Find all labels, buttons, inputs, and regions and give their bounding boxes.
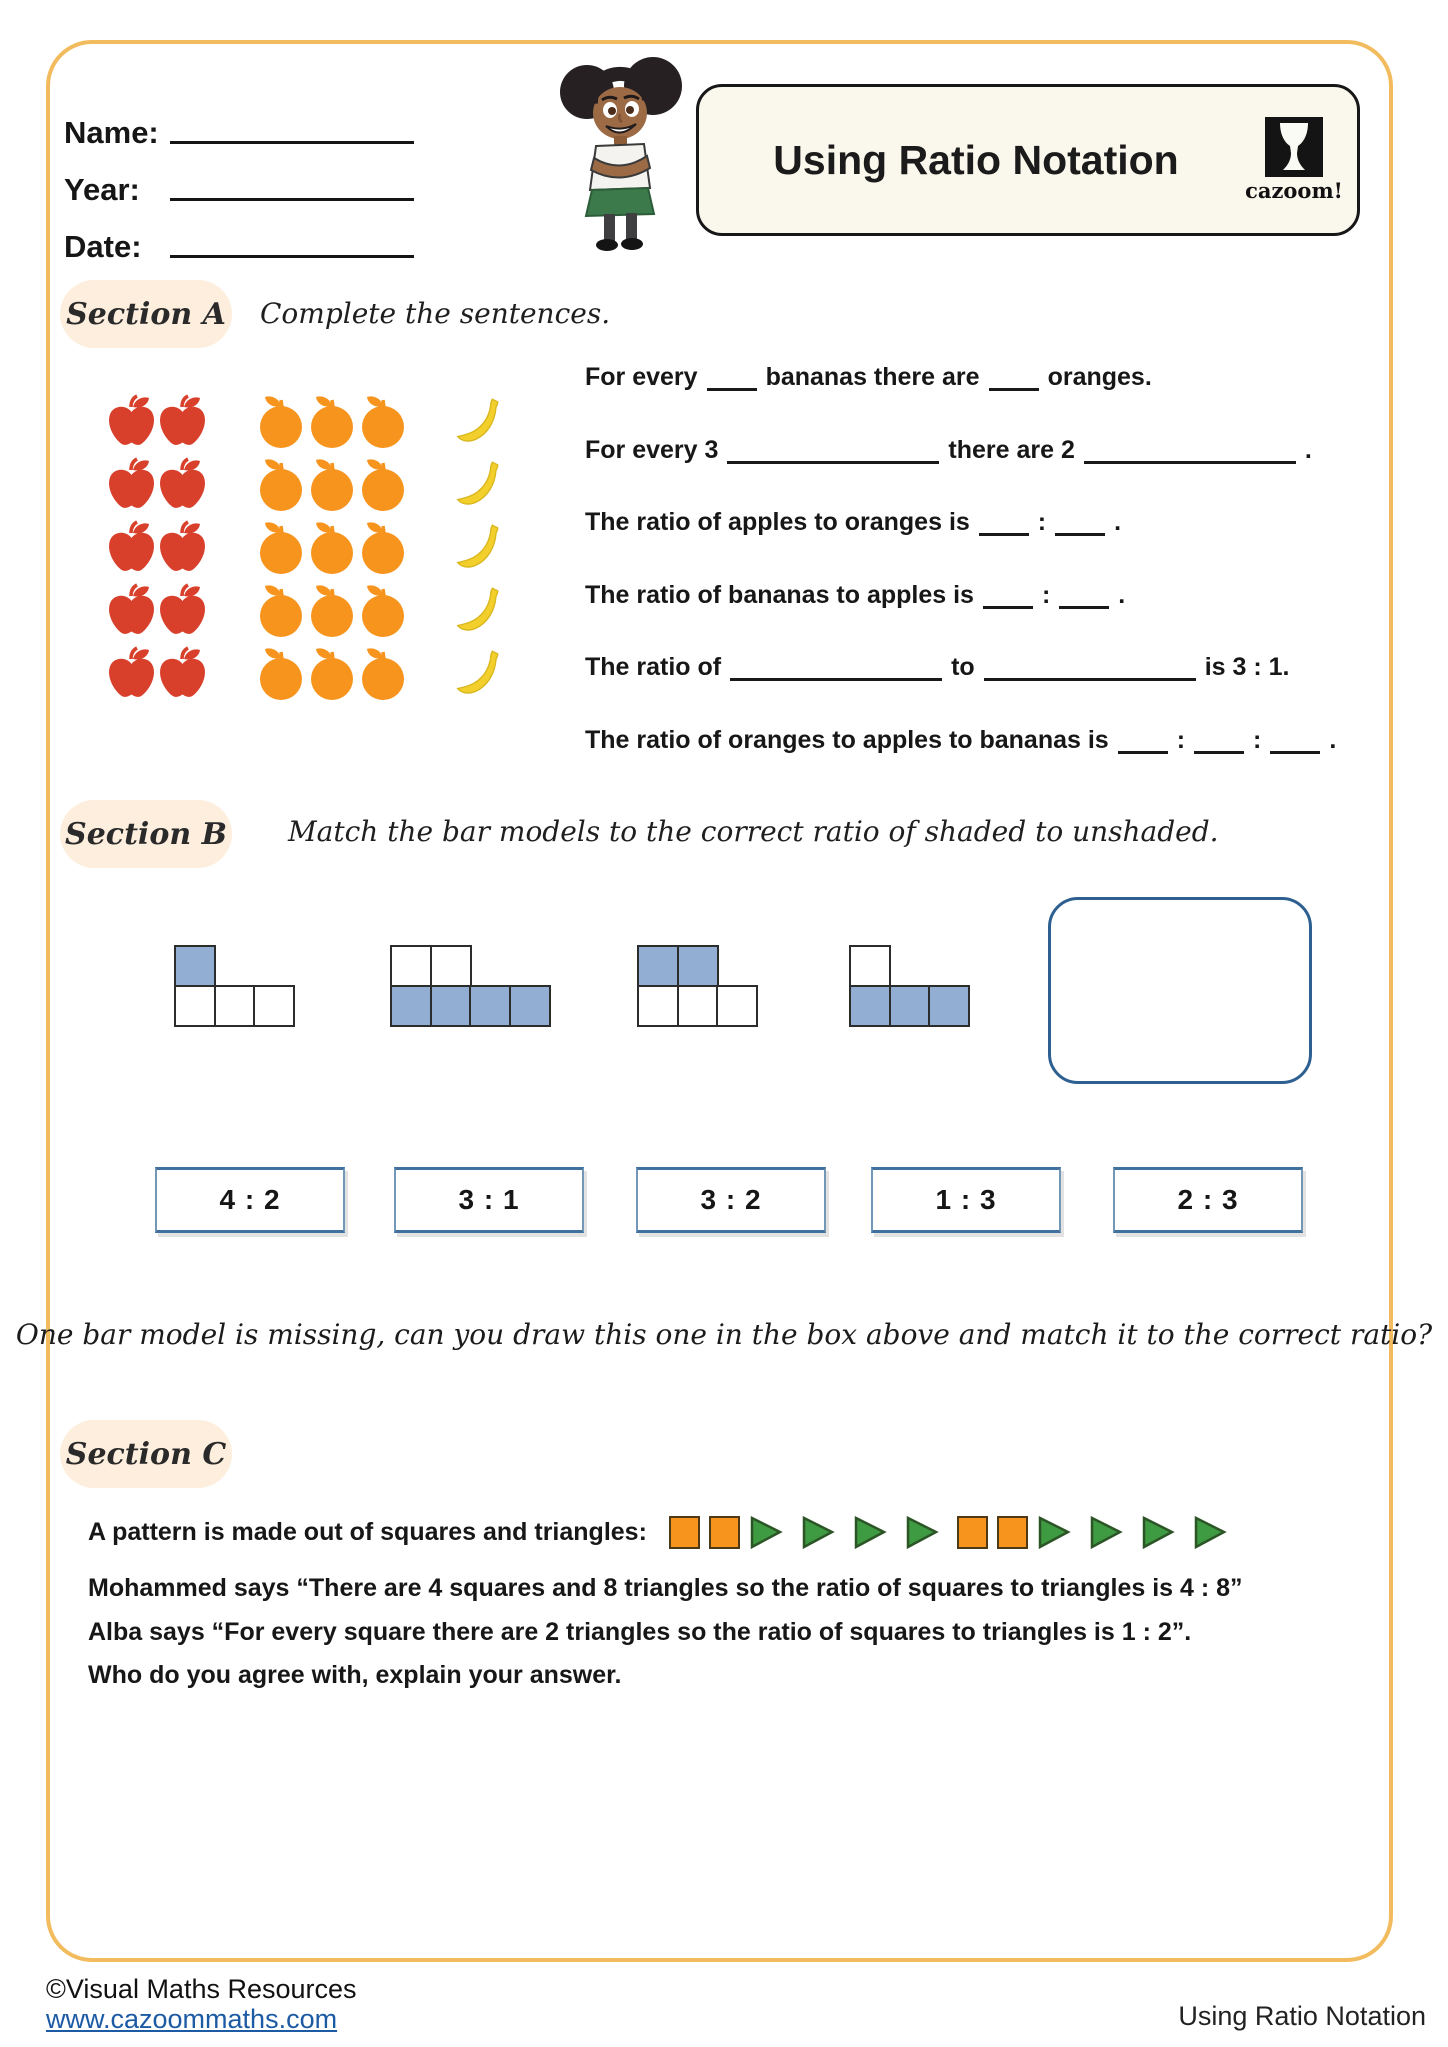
- footer-title: Using Ratio Notation: [1178, 2001, 1426, 2031]
- sentence-text: The ratio of oranges to apples to bananas is: [585, 725, 1109, 754]
- banana-icon: [455, 646, 506, 701]
- ratio-sentence: [585, 505, 1345, 578]
- orange-icon: [257, 457, 305, 512]
- orange-group: [255, 519, 408, 575]
- orange: [357, 645, 408, 701]
- apple: [157, 393, 208, 449]
- pattern-square-icon: [709, 1516, 740, 1549]
- orange-icon: [359, 457, 407, 512]
- bar-model-bottom-row: [849, 985, 970, 1027]
- apple-icon: [157, 646, 208, 701]
- bar-model: [849, 945, 970, 1027]
- orange: [357, 519, 408, 575]
- banana-group: [455, 456, 506, 512]
- sentence-text: oranges.: [1047, 363, 1152, 391]
- banana-icon: [455, 583, 506, 638]
- orange: [255, 393, 306, 449]
- pattern-triangle-icon: [853, 1516, 896, 1549]
- apple: [157, 456, 208, 512]
- footer-copyright: ©Visual Maths Resources: [46, 1974, 357, 2004]
- empty-draw-box: [1048, 897, 1312, 1084]
- orange-icon: [308, 457, 356, 512]
- shaded-cell: [889, 985, 931, 1027]
- fruit-row: [106, 393, 506, 449]
- apple-icon: [157, 394, 208, 449]
- write-line: [170, 141, 414, 144]
- orange-group: [255, 645, 408, 701]
- pattern-square-icon: [997, 1516, 1028, 1549]
- orange: [255, 645, 306, 701]
- answer-blank: [1194, 729, 1244, 754]
- field-label: Date:: [64, 229, 142, 264]
- apple-icon: [106, 520, 157, 575]
- sentence-text: :: [1037, 508, 1047, 537]
- section-a-instruction: Complete the sentences.: [260, 297, 611, 330]
- bar-model-bottom-row: [390, 985, 551, 1027]
- apple-icon: [157, 457, 208, 512]
- apple-icon: [106, 457, 157, 512]
- ratio-option: 1 : 3: [871, 1167, 1061, 1233]
- bar-model: [174, 945, 295, 1027]
- sentence-text: to: [951, 653, 975, 682]
- apple-group: [106, 582, 208, 638]
- banana-group: [455, 393, 506, 449]
- header-field: [64, 208, 414, 265]
- shaded-cell: [509, 985, 551, 1027]
- orange: [357, 393, 408, 449]
- banana-group: [455, 645, 506, 701]
- banana-group: [455, 519, 506, 575]
- banana-icon: [455, 520, 506, 575]
- orange: [306, 519, 357, 575]
- logo-text: cazoom!: [1245, 178, 1343, 203]
- answer-blank: [984, 656, 1196, 681]
- fruit-row: [106, 645, 506, 701]
- orange-icon: [308, 394, 356, 449]
- write-line: [170, 198, 414, 201]
- orange-group: [255, 582, 408, 638]
- apple: [106, 456, 157, 512]
- bar-model-top-row: [390, 945, 551, 987]
- vase-icon: [1265, 117, 1323, 177]
- worksheet-title: Using Ratio Notation: [773, 136, 1179, 183]
- student-girl-cartoon: [546, 56, 694, 252]
- section-c-label: Section C: [60, 1420, 232, 1488]
- fruit-row: [106, 519, 506, 575]
- answer-blank: [1118, 729, 1168, 754]
- apple: [106, 393, 157, 449]
- statement-line: Mohammed says “There are 4 squares and 8 triangles so the ratio of squares to triangles is 4 : 8”: [88, 1574, 1243, 1602]
- banana: [455, 519, 506, 575]
- footer-website-link[interactable]: www.cazoommaths.com: [46, 2004, 338, 2034]
- answer-blank: [730, 656, 942, 681]
- missing-model-note: One bar model is missing, can you draw this one in the box above and match it to the correct ratio?: [15, 1318, 1433, 1351]
- apple-group: [106, 645, 208, 701]
- orange: [255, 519, 306, 575]
- orange-icon: [308, 646, 356, 701]
- orange: [306, 393, 357, 449]
- answer-blank: [727, 439, 939, 464]
- orange-icon: [359, 394, 407, 449]
- apple-icon: [106, 394, 157, 449]
- apple-group: [106, 519, 208, 575]
- sentence-text: .: [1118, 580, 1126, 609]
- apple-icon: [157, 583, 208, 638]
- apple: [157, 519, 208, 575]
- sentence-text: .: [1329, 725, 1337, 754]
- bar-model-top-row: [637, 945, 758, 987]
- pattern-triangle-icon: [1141, 1516, 1184, 1549]
- orange: [357, 582, 408, 638]
- orange: [255, 456, 306, 512]
- shaded-cell: [390, 985, 432, 1027]
- apple: [106, 519, 157, 575]
- answer-blank: [989, 366, 1039, 391]
- sentence-text: For every 3: [585, 435, 719, 464]
- ratio-sentence: [585, 360, 1345, 433]
- header-field: [64, 151, 414, 208]
- apple-icon: [106, 646, 157, 701]
- pattern-square-icon: [669, 1516, 700, 1549]
- apple-group: [106, 456, 208, 512]
- banana-icon: [455, 457, 506, 512]
- orange-group: [255, 393, 408, 449]
- pattern-triangle-icon: [1193, 1516, 1236, 1549]
- orange: [306, 456, 357, 512]
- orange-icon: [359, 646, 407, 701]
- fruit-row: [106, 456, 506, 512]
- shaded-cell: [469, 985, 511, 1027]
- banana: [455, 645, 506, 701]
- field-label: Year:: [64, 172, 140, 207]
- bar-model: [390, 945, 551, 1027]
- sentence-text: bananas there are: [765, 363, 980, 391]
- orange: [306, 582, 357, 638]
- sentence-text: there are 2: [948, 435, 1075, 464]
- shaded-cell: [677, 945, 719, 987]
- answer-blank: [1055, 511, 1105, 536]
- banana: [455, 456, 506, 512]
- orange-icon: [308, 520, 356, 575]
- sentence-text: The ratio of bananas to apples is: [585, 580, 974, 609]
- orange: [357, 456, 408, 512]
- banana: [455, 393, 506, 449]
- orange: [255, 582, 306, 638]
- sentence-text: :: [1253, 725, 1262, 754]
- orange-icon: [257, 394, 305, 449]
- pattern-shapes: [669, 1516, 1245, 1549]
- section-b-instruction: Match the bar models to the correct ratio of shaded to unshaded.: [288, 815, 1219, 848]
- apple-icon: [157, 520, 208, 575]
- answer-blank: [707, 366, 757, 391]
- title-box: [696, 84, 1360, 236]
- orange-icon: [359, 520, 407, 575]
- sentence-text: .: [1114, 508, 1122, 537]
- ratio-option: 3 : 2: [636, 1167, 826, 1233]
- orange-icon: [359, 583, 407, 638]
- pattern-intro-line: [88, 1516, 1245, 1549]
- fruit-grid: [106, 393, 506, 708]
- bar-model-top-row: [174, 945, 295, 987]
- banana: [455, 582, 506, 638]
- field-label: Name:: [64, 115, 159, 150]
- unshaded-cell: [677, 985, 719, 1027]
- cazoom-logo: [1241, 117, 1347, 203]
- unshaded-cell: [849, 945, 891, 987]
- answer-blank: [983, 584, 1033, 609]
- shaded-cell: [849, 985, 891, 1027]
- shaded-cell: [928, 985, 970, 1027]
- answer-blank: [1084, 439, 1296, 464]
- section-c-statements: [88, 1574, 1243, 1705]
- shaded-cell: [430, 985, 472, 1027]
- pattern-triangle-icon: [905, 1516, 948, 1549]
- unshaded-cell: [716, 985, 758, 1027]
- bar-model-bottom-row: [174, 985, 295, 1027]
- section-b-label: Section B: [60, 800, 232, 868]
- header-field: [64, 94, 414, 151]
- bar-model-bottom-row: [637, 985, 758, 1027]
- ratio-sentence: [585, 433, 1345, 506]
- apple: [157, 645, 208, 701]
- ratio-sentence: [585, 650, 1345, 723]
- ratio-option: 2 : 3: [1113, 1167, 1303, 1233]
- answer-blank: [979, 511, 1029, 536]
- shaded-cell: [637, 945, 679, 987]
- sentence-text: .: [1304, 435, 1312, 464]
- orange-icon: [257, 520, 305, 575]
- statement-line: Alba says “For every square there are 2 triangles so the ratio of squares to triangles is 1 : 2”.: [88, 1617, 1192, 1646]
- unshaded-cell: [430, 945, 472, 987]
- orange: [306, 645, 357, 701]
- ratio-sentence: [585, 578, 1345, 651]
- unshaded-cell: [214, 985, 256, 1027]
- ratio-option: 4 : 2: [155, 1167, 345, 1233]
- orange-icon: [257, 646, 305, 701]
- orange-icon: [257, 583, 305, 638]
- bar-model-top-row: [849, 945, 970, 987]
- sentence-text: The ratio of: [585, 653, 722, 682]
- banana-icon: [455, 394, 506, 449]
- unshaded-cell: [174, 985, 216, 1027]
- sentence-text: :: [1176, 725, 1186, 754]
- pattern-triangle-icon: [749, 1516, 792, 1549]
- apple-icon: [106, 583, 157, 638]
- unshaded-cell: [390, 945, 432, 987]
- apple-group: [106, 393, 208, 449]
- orange-icon: [308, 583, 356, 638]
- statement-line: Who do you agree with, explain your answer.: [88, 1661, 622, 1689]
- pattern-intro-text: A pattern is made out of squares and triangles:: [88, 1518, 647, 1546]
- shaded-cell: [174, 945, 216, 987]
- sentence-list: [585, 360, 1345, 796]
- pattern-triangle-icon: [801, 1516, 844, 1549]
- sentence-text: :: [1041, 580, 1051, 609]
- section-a-label: Section A: [60, 280, 232, 348]
- ratio-option: 3 : 1: [394, 1167, 584, 1233]
- sentence-text: The ratio of apples to oranges is: [585, 508, 970, 537]
- apple: [106, 582, 157, 638]
- unshaded-cell: [253, 985, 295, 1027]
- orange-group: [255, 456, 408, 512]
- apple: [157, 582, 208, 638]
- pattern-triangle-icon: [1037, 1516, 1080, 1549]
- pattern-square-icon: [957, 1516, 988, 1549]
- banana-group: [455, 582, 506, 638]
- apple: [106, 645, 157, 701]
- sentence-text: For every: [585, 363, 698, 391]
- answer-blank: [1270, 729, 1320, 754]
- unshaded-cell: [637, 985, 679, 1027]
- bar-model: [637, 945, 758, 1027]
- header-fields: [64, 94, 414, 265]
- sentence-text: is 3 : 1.: [1204, 653, 1290, 682]
- answer-blank: [1059, 584, 1109, 609]
- fruit-row: [106, 582, 506, 638]
- write-line: [170, 255, 414, 258]
- pattern-triangle-icon: [1089, 1516, 1132, 1549]
- ratio-sentence: [585, 723, 1345, 796]
